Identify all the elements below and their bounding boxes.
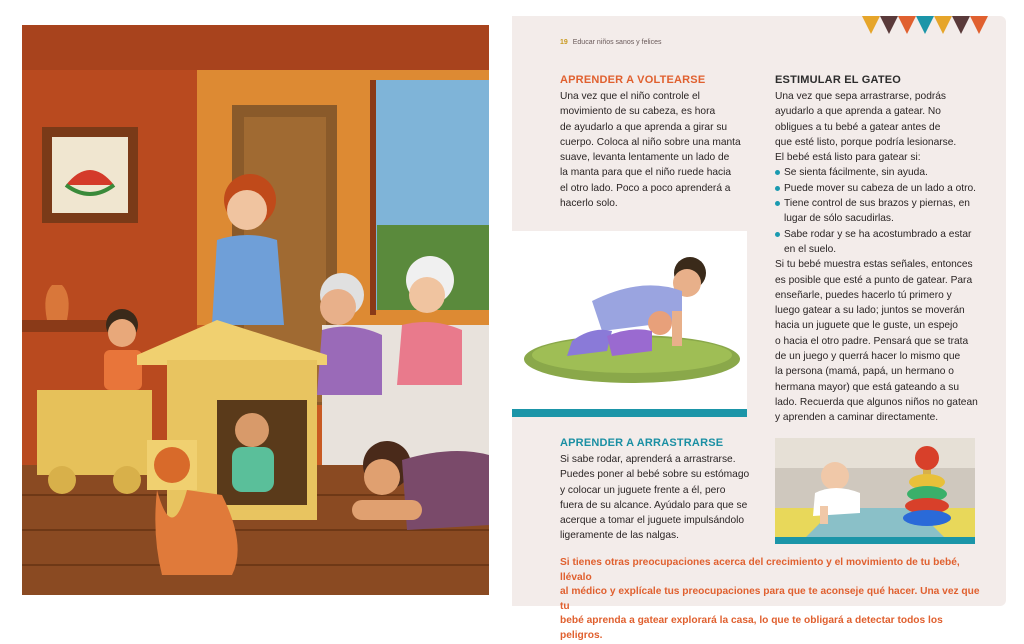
text-line: obligues a tu bebé a gatear antes de (775, 121, 941, 133)
list-item (775, 181, 985, 196)
text-line: hacerlo solo. (560, 198, 618, 210)
text-line: lado. Recuerda que algunos niños no gatean (775, 396, 978, 408)
text-line: cuerpo. Coloca al niño sobre una manta (560, 136, 741, 148)
text-line: Una vez que sepa arrastrarse, podrás (775, 91, 947, 102)
text-line: El bebé está listo para gatear si: (775, 152, 921, 164)
crawling-illustration (512, 231, 747, 416)
list-item (775, 227, 985, 258)
teal-divider (512, 409, 747, 417)
text-line: o hacia el otro padre. Pensará que se trata (775, 335, 969, 347)
text-line: en el suelo. (784, 243, 837, 255)
text-line: hacia un juguete que le guste, un espejo (775, 320, 958, 332)
text-line: Sabe rodar y se ha acostumbrado a estar (784, 228, 972, 240)
text-line: luego gatear a su lado; juntos se moverán (775, 305, 965, 317)
text-line: hermana mayor) que está gateando a su (775, 381, 960, 393)
section-title-voltearse: APRENDER A VOLTEARSE (560, 74, 706, 86)
text-page (512, 16, 1006, 641)
book-title: Educar niños sanos y felices (572, 39, 662, 46)
text-line: Una vez que el niño controle el (560, 91, 700, 102)
text-line: ayudarlo a que aprenda a gatear. No (775, 106, 941, 118)
text-line: y colocar un juguete frente a él, pero (560, 484, 726, 496)
text-line: de un juego y querrá hacer lo mismo que (775, 351, 961, 363)
text-line: el otro lado. Poco a poco aprenderá a (560, 182, 731, 194)
text-line: la persona (mamá, papá, un hermano o (775, 366, 954, 378)
text-line: enseñarle, puedes hacerlo tú primero y (775, 289, 952, 301)
text-line: y aprenden a caminar directamente. (775, 412, 939, 424)
text-line: Si sabe rodar, aprenderá a arrastrarse. (560, 454, 736, 465)
list-item (775, 196, 985, 227)
text-line: Tiene control de sus brazos y piernas, en (784, 198, 970, 210)
page-number: 19 (560, 39, 568, 46)
text-line: acerque a tomar el juguete impulsándolo (560, 515, 745, 527)
teal-divider-photo (775, 537, 975, 544)
text-line: Si tienes otras preocupaciones acerca del crecimiento y el movimiento de tu bebé, llévalo (560, 557, 960, 583)
section-body-voltearse (560, 89, 760, 211)
section-body-gateo (775, 89, 985, 426)
text-line: lugar de sólo sacudirlas. (784, 213, 894, 225)
footer-note (560, 556, 980, 644)
family-illustration (22, 25, 489, 595)
text-line: de ayudarlo a que aprenda a girar su (560, 121, 728, 133)
running-header (560, 39, 661, 46)
text-line: al médico y explícale tus preocupaciones para que te aconseje qué hacer. Una vez que tu (560, 586, 980, 612)
text-line: ligeramente de las nalgas. (560, 530, 679, 542)
text-line: fuera de su alcance. Ayúdalo para que se (560, 499, 748, 511)
section-body-arrastrarse (560, 452, 760, 544)
cardboard-car (37, 390, 152, 475)
section-title-gateo: ESTIMULAR EL GATEO (775, 74, 902, 86)
text-line: Se sienta fácilmente, sin ayuda. (784, 167, 928, 179)
text-line: es posible que esté a punto de gatear. Para (775, 274, 973, 286)
pennant-banner (862, 16, 992, 38)
readiness-list (775, 165, 985, 257)
text-line: Puede mover su cabeza de un lado a otro. (784, 182, 976, 194)
section-title-arrastrarse: APRENDER A ARRASTRARSE (560, 437, 724, 449)
text-line: que esté listo, porque podría lesionarse. (775, 136, 957, 148)
text-line: Puedes poner al bebé sobre su estómago (560, 469, 750, 481)
text-line: bebé aprenda a gatear explorará la casa, lo que te obligará a detectar todos los peligros. (560, 615, 943, 641)
baby-photo (775, 438, 975, 538)
text-line: suave, levanta lentamente un lado de (560, 152, 730, 164)
text-line: la manta para que el niño ruede hacia (560, 167, 732, 179)
text-line: Si tu bebé muestra estas señales, entonces (775, 259, 973, 271)
text-line: movimiento de su cabeza, es hora (560, 106, 716, 118)
list-item (775, 165, 985, 180)
